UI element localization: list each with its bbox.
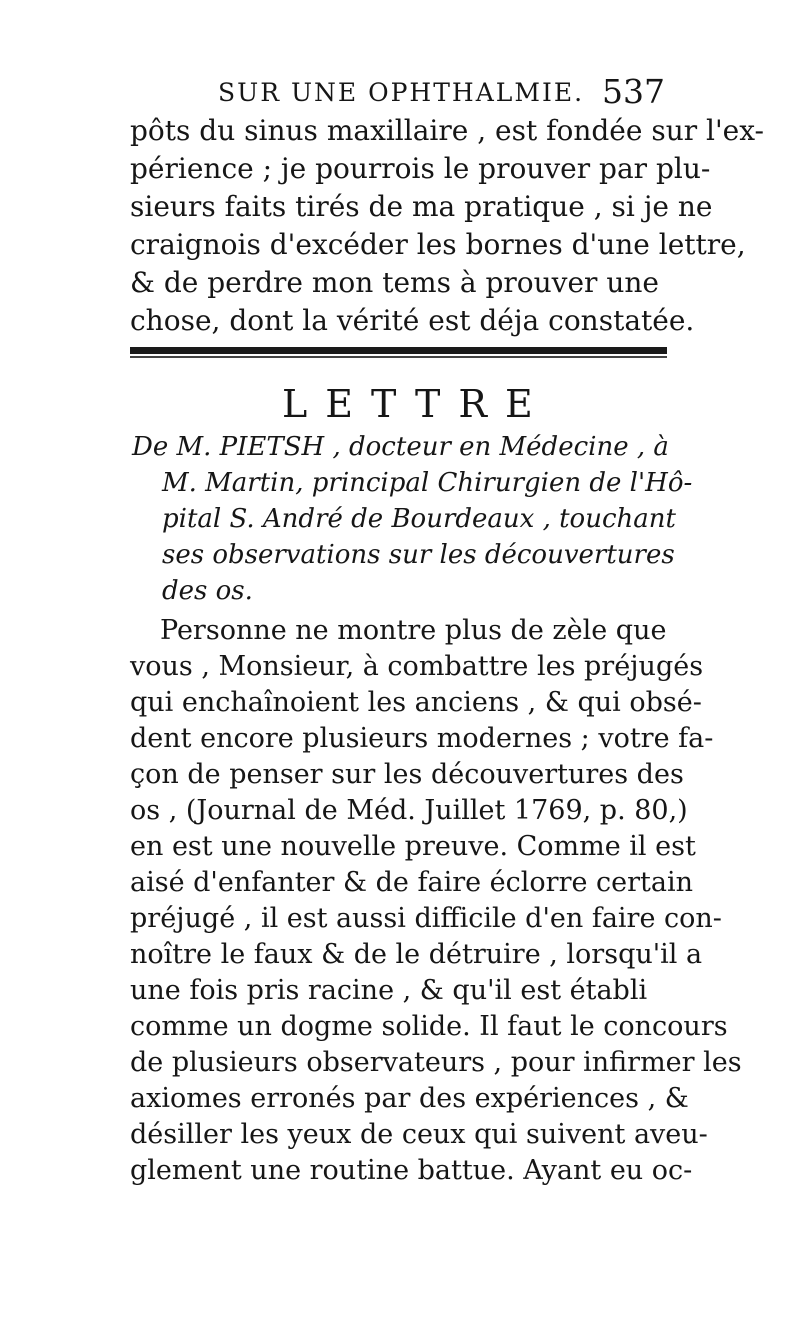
body-line: comme un dogme solide. Il faut le concours [130, 1011, 728, 1042]
running-head: SUR UNE OPHTHALMIE. [218, 78, 585, 107]
body-line: désiller les yeux de ceux qui suivent aveu- [130, 1119, 708, 1150]
body-line: dent encore plusieurs modernes ; votre fa- [130, 723, 714, 754]
body-line: préjugé , il est aussi difficile d'en faire con- [130, 903, 722, 934]
page-number: 537 [602, 72, 665, 111]
address-line: ses observations sur les découvertures [162, 540, 675, 570]
text-line: craignois d'excéder les bornes d'une lettre, [130, 228, 746, 261]
address-line: des os. [162, 576, 253, 606]
body-line: qui enchaînoient les anciens , & qui obsé- [130, 687, 702, 718]
body-line: aisé d'enfanter & de faire éclorre certain [130, 867, 694, 898]
text-line: périence ; je pourrois le prouver par plu- [130, 152, 711, 185]
text-line: chose, dont la vérité est déja constatée. [130, 304, 695, 337]
body-line: Personne ne montre plus de zèle que [160, 615, 667, 646]
body-line: os , (Journal de Méd. Juillet 1769, p. 80,) [130, 795, 688, 826]
body-line: de plusieurs observateurs , pour infirmer les [130, 1047, 742, 1078]
body-line: noître le faux & de le détruire , lorsqu'il a [130, 939, 703, 970]
address-line: M. Martin, principal Chirurgien de l'Hô- [162, 468, 693, 498]
body-line: çon de penser sur les découvertures des [130, 759, 684, 790]
text-line: pôts du sinus maxillaire , est fondée sur l'ex- [130, 114, 765, 147]
body-line: glement une routine battue. Ayant eu oc- [130, 1155, 693, 1186]
letter-title: LETTRE [282, 382, 551, 426]
body-line: axiomes erronés par des expériences , & [130, 1083, 689, 1114]
text-line: sieurs faits tirés de ma pratique , si je ne [130, 190, 713, 223]
body-line: en est une nouvelle preuve. Comme il est [130, 831, 696, 862]
section-divider-rule [130, 347, 667, 354]
address-line: De M. PIETSH , docteur en Médecine , à [132, 432, 669, 462]
address-line: pital S. André de Bourdeaux , touchant [162, 504, 676, 534]
body-line: une fois pris racine , & qu'il est établi [130, 975, 648, 1006]
text-line: & de perdre mon tems à prouver une [130, 266, 659, 299]
body-line: vous , Monsieur, à combattre les préjugés [130, 651, 704, 682]
